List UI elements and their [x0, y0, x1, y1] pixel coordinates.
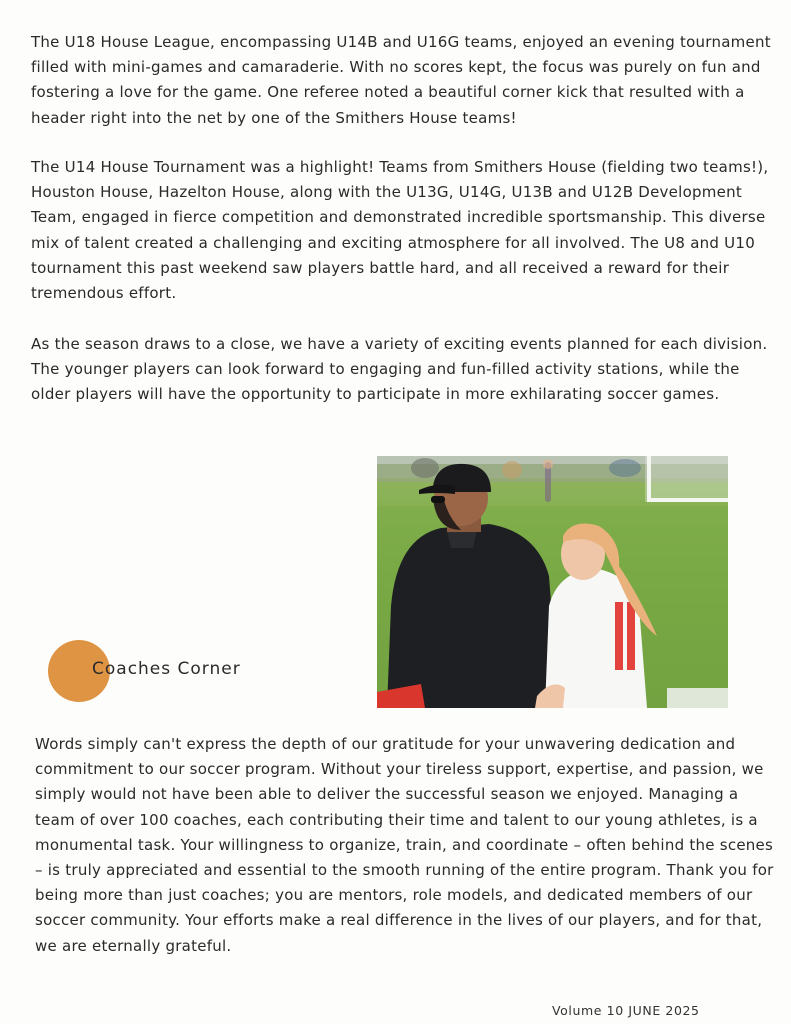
- u14-house-tournament-paragraph: The U14 House Tournament was a highlight! Teams from Smithers House (fielding two teams!), Houston House, Hazelton House, along with the U13G, U14G, U13B and U12B Development Team, engaged in fierce competition and demonstrated incredible sportsmanship. This diverse mix of talent created a challenging and exciting atmosphere for all involved. The U8 and U10 tournament this past weekend saw players battle hard, and all received a reward for their tremendous effort.: [31, 158, 769, 303]
- coaches-gratitude-paragraph: Words simply can't express the depth of our gratitude for your unwavering dedication and commitment to our soccer program. Without your tireless support, expertise, and passion, we simply would not have been able to deliver the successful season we enjoyed. Managing a team of over 100 coaches, each contributing their time and talent to our young athletes, is a monumental task. Your willingness to organize, train, and coordinate – often behind the scenes – is truly appreciated and essential to the smooth running of the entire program. Thank you for being more than just coaches; you are mentors, role models, and dedicated members of our soccer community. Your efforts make a real difference in the lives of our players, and for that, we are eternally grateful.: [35, 735, 774, 955]
- volume-footer: Volume 10 JUNE 2025: [552, 1003, 700, 1018]
- coaches-corner-title: Coaches Corner: [92, 659, 241, 679]
- season-events-paragraph: As the season draws to a close, we have a variety of exciting events planned for each division. The younger players can look forward to engaging and fun-filled activity stations, while the older players will have the opportunity to participate in more exhilarating soccer games.: [31, 335, 768, 404]
- coach-and-player-photo: [377, 456, 728, 708]
- photo-illustration: [377, 456, 728, 708]
- u18-house-league-paragraph: The U18 House League, encompassing U14B and U16G teams, enjoyed an evening tournament filled with mini-games and camaraderie. With no scores kept, the focus was purely on fun and fostering a love for the game. One referee noted a beautiful corner kick that resulted with a header right into the net by one of the Smithers House teams!: [31, 33, 771, 127]
